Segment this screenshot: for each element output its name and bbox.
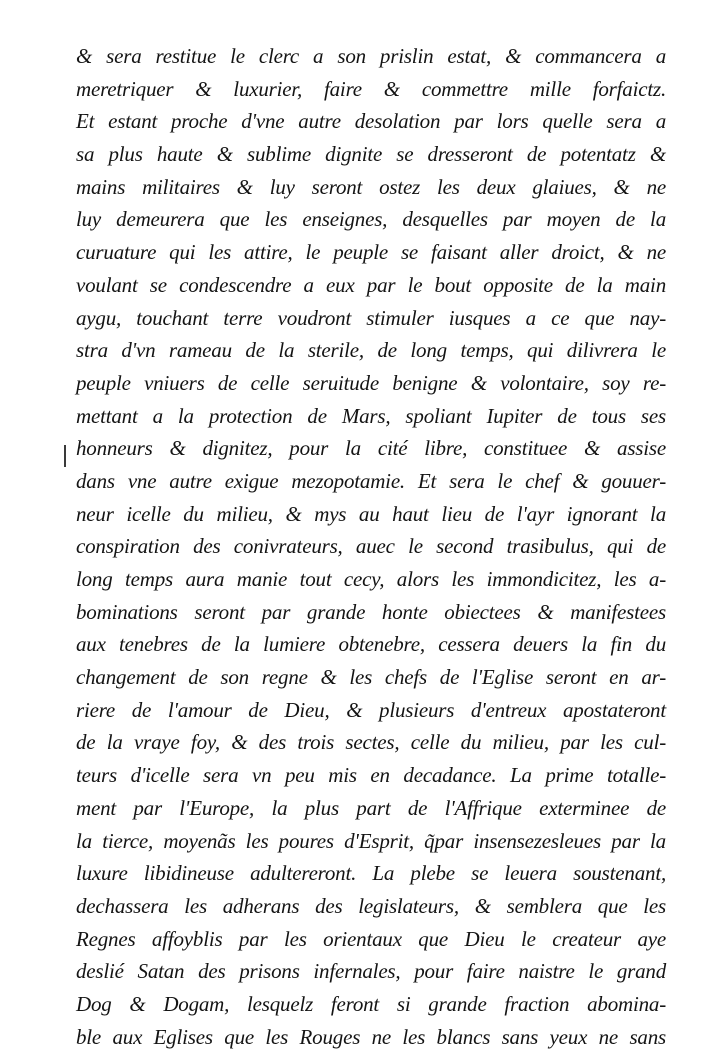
- text-line: dechassera les adherans des legislateurs, & semblera que les: [76, 893, 666, 918]
- text-line: conspiration des conivrateurs, auec le second trasibulus, qui de: [76, 534, 666, 559]
- text-line: meretriquer & luxurier, faire & commettre mille forfaictz.: [76, 76, 666, 101]
- text-line: deslié Satan des prisons infernales, pour faire naistre le grand: [76, 959, 666, 984]
- margin-mark: [64, 445, 66, 467]
- text-line: luxure libidineuse adultereront. La plebe se leuera soustenant,: [76, 861, 666, 886]
- text-line: Et estant proche d'vne autre desolation par lors quelle sera a: [76, 109, 666, 134]
- text-line: peuple vniuers de celle seruitude benigne & volontaire, soy re-: [76, 370, 666, 395]
- text-line: neur icelle du milieu, & mys au haut lieu de l'ayr ignorant la: [76, 501, 666, 526]
- text-line: luy demeurera que les enseignes, desquelles par moyen de la: [76, 207, 666, 232]
- text-line: ment par l'Europe, la plus part de l'Affrique exterminee de: [76, 795, 666, 820]
- text-line: voulant se condescendre a eux par le bout opposite de la main: [76, 272, 666, 297]
- text-line: de la vraye foy, & des trois sectes, celle du milieu, par les cul-: [76, 730, 666, 755]
- text-line: aux tenebres de la lumiere obtenebre, cessera deuers la fin du: [76, 632, 666, 657]
- text-line: ble aux Eglises que les Rouges ne les blancs sans yeux ne sans: [76, 1024, 666, 1049]
- text-line: long temps aura manie tout cecy, alors les immondicitez, les a-: [76, 567, 666, 591]
- text-line: changement de son regne & les chefs de l'Eglise seront en ar-: [76, 665, 666, 690]
- text-line: honneurs & dignitez, pour la cité libre, constituee & assise: [76, 436, 666, 461]
- text-line: curuature qui les attire, le peuple se faisant aller droict, & ne: [76, 240, 666, 265]
- text-line: dans vne autre exigue mezopotamie. Et sera le chef & gouuer-: [76, 468, 666, 493]
- text-line: Dog & Dogam, lesquelz feront si grande fraction abomina-: [76, 991, 666, 1016]
- text-line: mains militaires & luy seront ostez les deux glaiues, & ne: [76, 174, 666, 199]
- text-line: mettant a la protection de Mars, spoliant Iupiter de tous ses: [76, 403, 666, 428]
- text-line: bominations seront par grande honte obiectees & manifestees: [76, 599, 666, 624]
- text-block: [76, 40, 666, 1053]
- text-line: Regnes affoyblis par les orientaux que Dieu le createur aye: [76, 926, 666, 951]
- text-line: la tierce, moyenãs les poures d'Esprit, q̃par insensezesleues par la: [76, 828, 666, 853]
- text-line: stra d'vn rameau de la sterile, de long temps, qui dilivrera le: [76, 338, 666, 363]
- text-line: & sera restitue le clerc a son prislin estat, & commancera a: [76, 44, 666, 68]
- text-line: riere de l'amour de Dieu, & plusieurs d'entreux apostateront: [76, 697, 666, 722]
- text-line: sa plus haute & sublime dignite se dresseront de potentatz &: [76, 142, 666, 167]
- text-line: aygu, touchant terre voudront stimuler iusques a ce que nay-: [76, 305, 666, 330]
- text-line: teurs d'icelle sera vn peu mis en decadance. La prime totalle-: [76, 763, 666, 788]
